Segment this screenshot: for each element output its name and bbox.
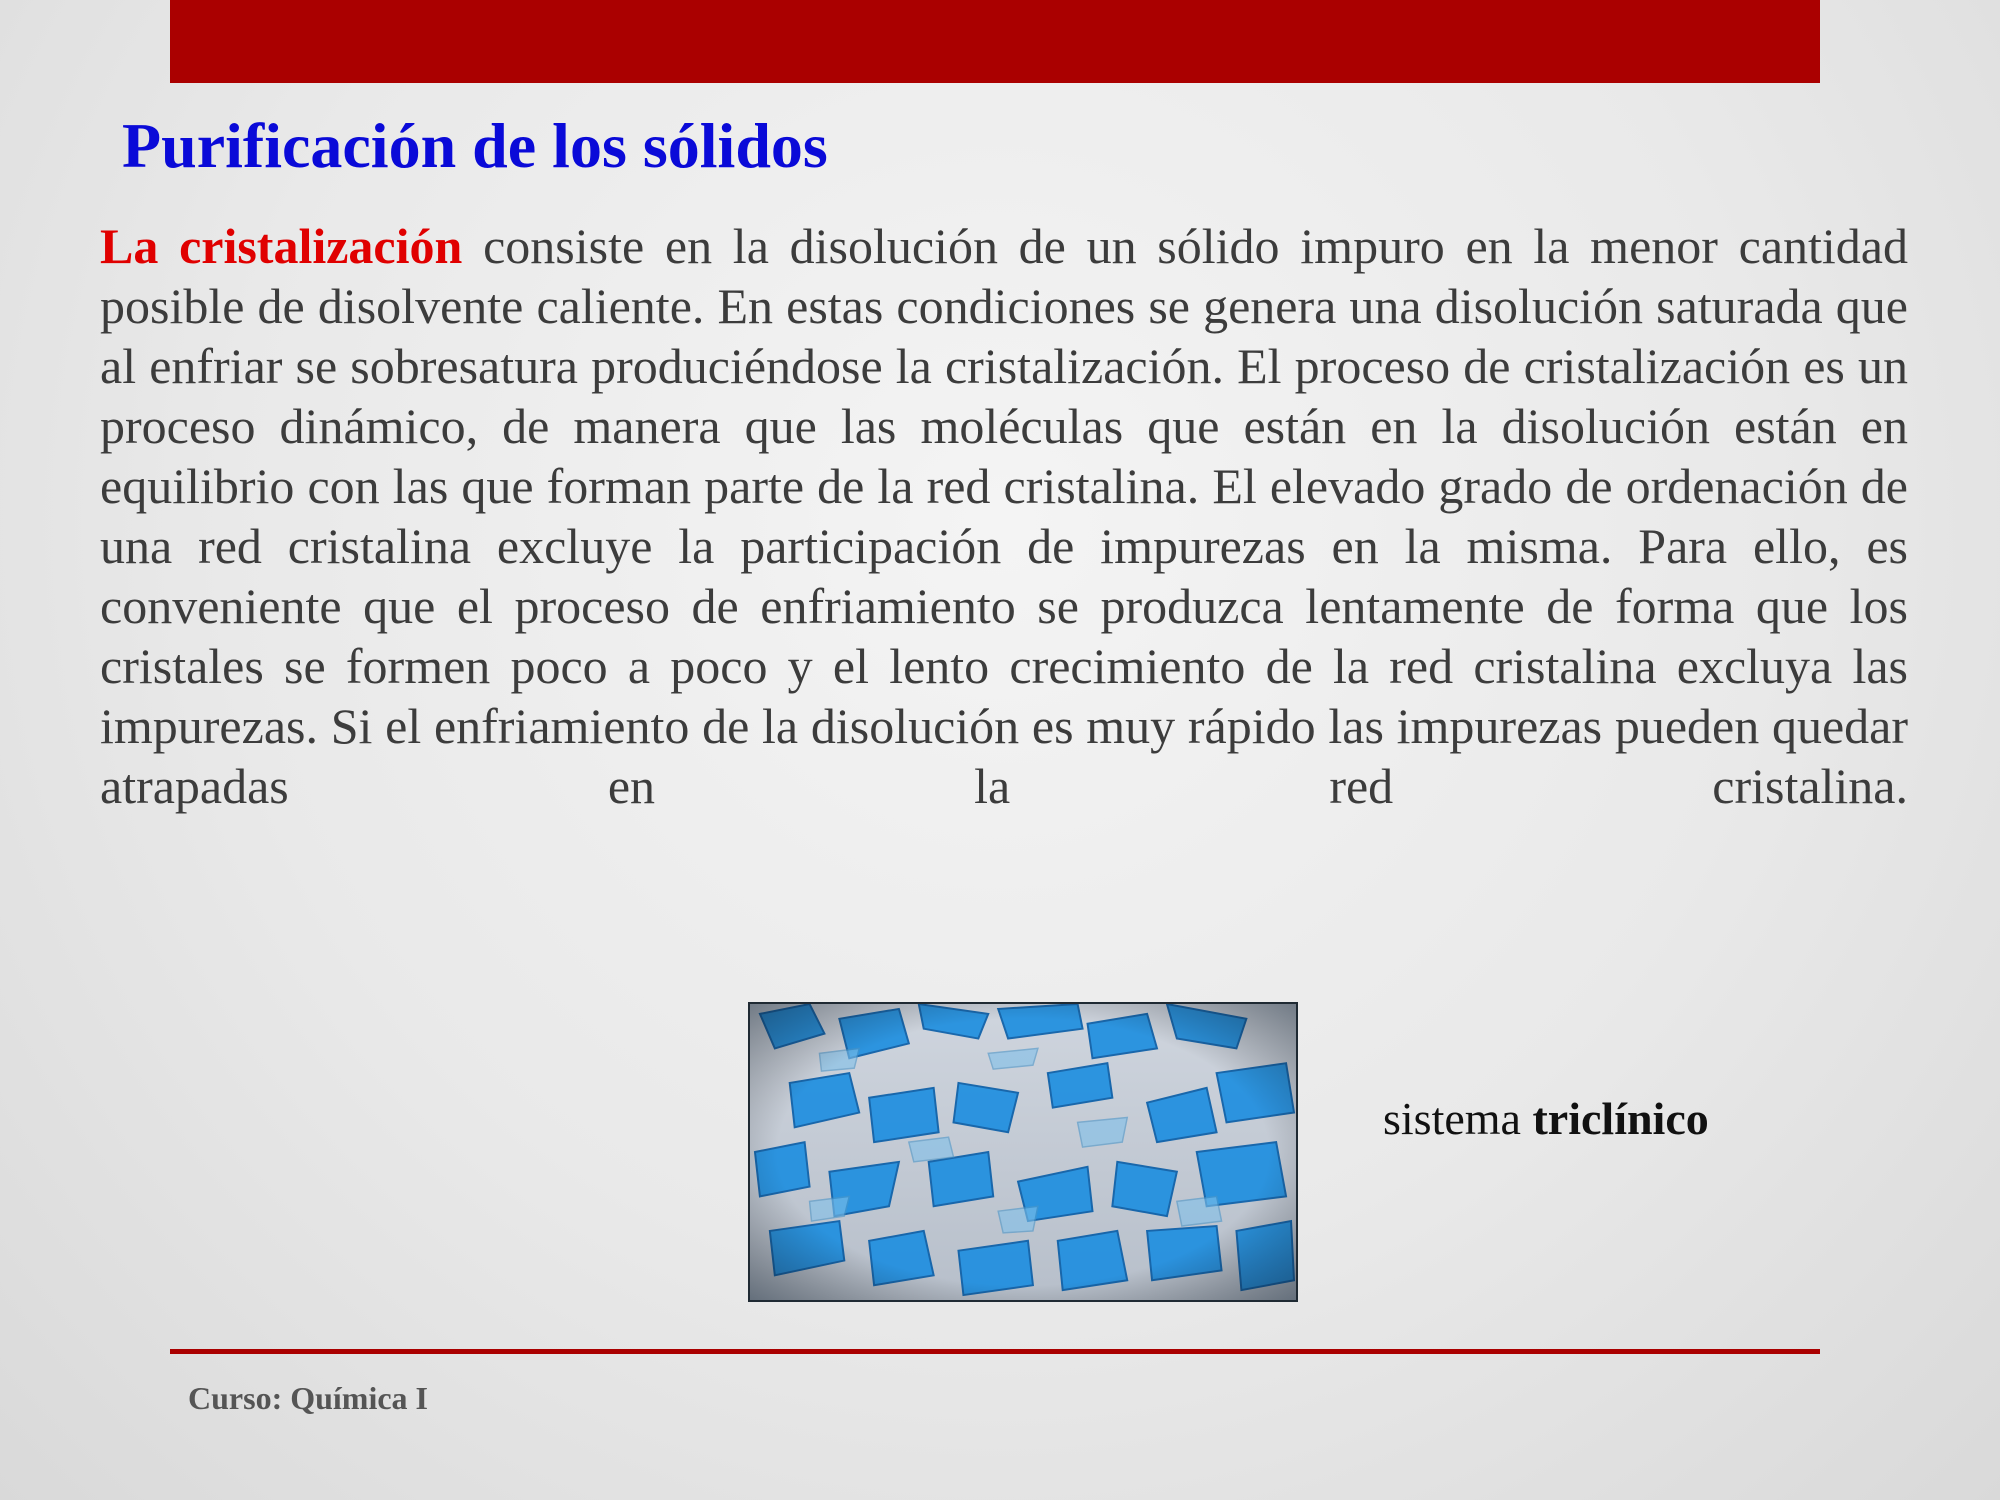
crystal-illustration — [750, 1004, 1296, 1300]
top-accent-bar — [170, 0, 1820, 83]
caption-bold: triclínico — [1532, 1093, 1709, 1144]
caption-prefix: sistema — [1383, 1093, 1533, 1144]
image-caption — [1383, 1091, 1709, 1146]
body-paragraph — [100, 216, 1908, 816]
body-highlight: La cristalización — [100, 218, 463, 274]
slide-title: Purificación de los sólidos — [122, 110, 828, 181]
body-text: consiste en la disolución de un sólido impuro en la menor cantidad posible de disolvente caliente. En estas condiciones se genera una disolución saturada que al enfriar se sobresatura produciéndose la cristalización. El proceso de cristalización es un proceso dinámico, de manera que las moléculas que están en la disolución están en equilibrio con las que forman parte de la red cristalina. El elevado grado de ordenación de una red cristalina excluye la participación de impurezas en la misma. Para ello, es conveniente que el proceso de enfriamiento se produzca lentamente de forma que los cristales se formen poco a poco y el lento crecimiento de la red cristalina excluya las impurezas. Si el enfriamiento de la disolución es muy rápido las impurezas pueden quedar atrapadas en la red cristalina. — [100, 218, 1908, 814]
footer-course: Curso: Química I — [188, 1380, 428, 1416]
crystal-photo — [748, 1002, 1298, 1302]
footer-divider — [170, 1349, 1820, 1354]
